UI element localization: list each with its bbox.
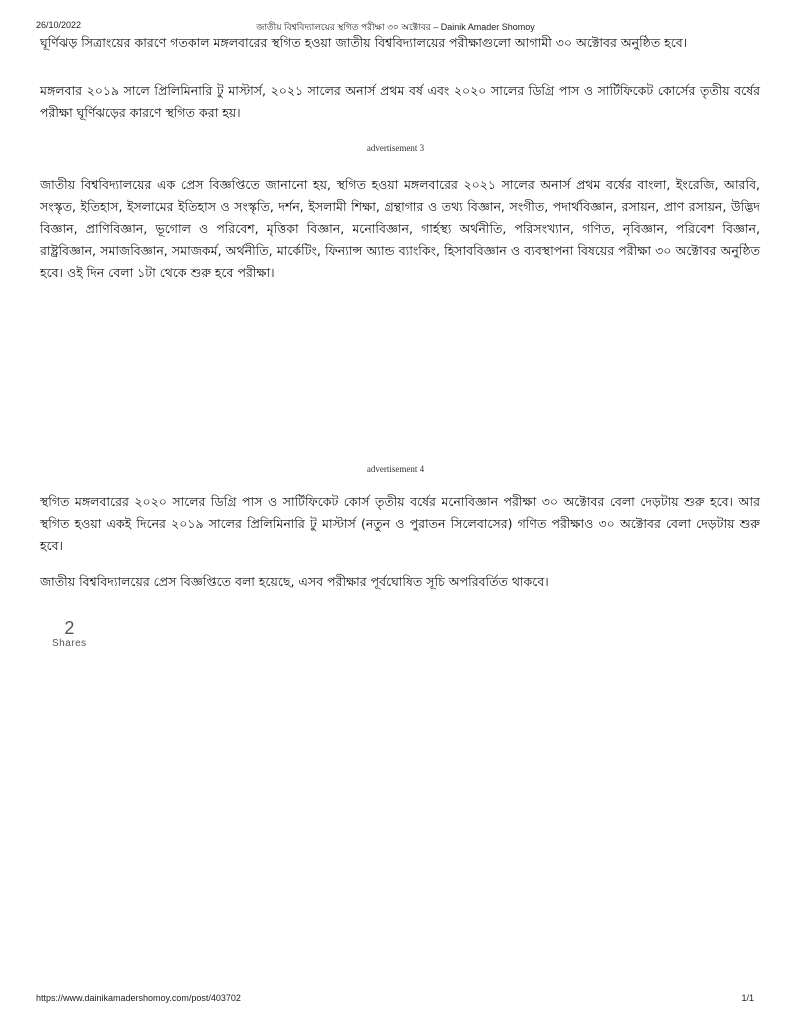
print-date: 26/10/2022: [36, 20, 82, 30]
article-paragraph-2: মঙ্গলবার ২০১৯ সালে প্রিলিমিনারি টু মাস্টার্স, ২০২১ সালের অনার্স প্রথম বর্ষ এবং ২০২০ সালের ডিগ্রি পাস ও সার্টিফিকেট কোর্সের তৃতীয় বর্ষের পরীক্ষা ঘূর্ণিঝড়ের কারণে স্থগিত করা হয়।: [40, 83, 760, 120]
advertisement-label-3: advertisement 3: [366, 143, 425, 153]
article-paragraph-5: জাতীয় বিশ্ববিদ্যালয়ের প্রেস বিজ্ঞপ্তিতে বলা হয়েছে, এসব পরীক্ষার পূর্বঘোষিত সূচি অপরিবর্তিত থাকবে।: [40, 574, 549, 589]
share-counter[interactable]: [52, 618, 87, 649]
page-title: জাতীয় বিশ্ববিদ্যালয়ের স্থগিত পরীক্ষা ৩০ অক্টোবর – Dainik Amader Shomoy: [256, 22, 535, 32]
article-paragraph-1: ঘূর্ণিঝড় সিত্রাংয়ের কারণে গতকাল মঙ্গলবারের স্থগিত হওয়া জাতীয় বিশ্ববিদ্যালয়ের পরীক্ষাগুলো আগামী ৩০ অক্টোবর অনুষ্ঠিত হবে।: [40, 35, 688, 50]
page-url: https://www.dainikamadershomoy.com/post/403702: [36, 993, 241, 1003]
share-count: 2: [64, 618, 75, 638]
share-label: Shares: [52, 638, 87, 649]
page-number: 1/1: [741, 993, 754, 1003]
advertisement-label-4: advertisement 4: [366, 464, 425, 474]
article-paragraph-3: জাতীয় বিশ্ববিদ্যালয়ের এক প্রেস বিজ্ঞপ্তিতে জানানো হয়, স্থগিত হওয়া মঙ্গলবারের ২০২১ সালের অনার্স প্রথম বর্ষের বাংলা, ইংরেজি, আরবি, সংস্কৃত, ইতিহাস, ইসলামের ইতিহাস ও সংস্কৃতি, দর্শন, ইসলামী শিক্ষা, গ্রন্থাগার ও তথ্য বিজ্ঞান, সংগীত, পদার্থবিজ্ঞান, রসায়ন, প্রাণ রসায়ন, উদ্ভিদ বিজ্ঞান, প্রাণিবিজ্ঞান, ভূগোল ও পরিবেশ, মৃত্তিকা বিজ্ঞান, মনোবিজ্ঞান, গার্হস্থ্য অর্থনীতি, পরিসংখ্যান, গণিত, নৃবিজ্ঞান, পরিবেশ বিজ্ঞান, রাষ্ট্রবিজ্ঞান, সমাজবিজ্ঞান, সমাজকর্ম, অর্থনীতি, মার্কেটিং, ফিন্যান্স অ্যান্ড ব্যাংকিং, হিসাববিজ্ঞান ও ব্যবস্থাপনা বিষয়ের পরীক্ষা ৩০ অক্টোবর অনুষ্ঠিত হবে। ওই দিন বেলা ১টা থেকে শুরু হবে পরীক্ষা।: [40, 177, 760, 280]
article-paragraph-4: স্থগিত মঙ্গলবারের ২০২০ সালের ডিগ্রি পাস ও সার্টিফিকেট কোর্স তৃতীয় বর্ষের মনোবিজ্ঞান পরীক্ষা ৩০ অক্টোবর বেলা দেড়টায় শুরু হবে। আর স্থগিত হওয়া একই দিনের ২০১৯ সালের প্রিলিমিনারি টু মাস্টার্স (নতুন ও পুরাতন সিলেবাসের) গণিত পরীক্ষাও ৩০ অক্টোবর বেলা দেড়টায় শুরু হবে।: [40, 494, 760, 553]
